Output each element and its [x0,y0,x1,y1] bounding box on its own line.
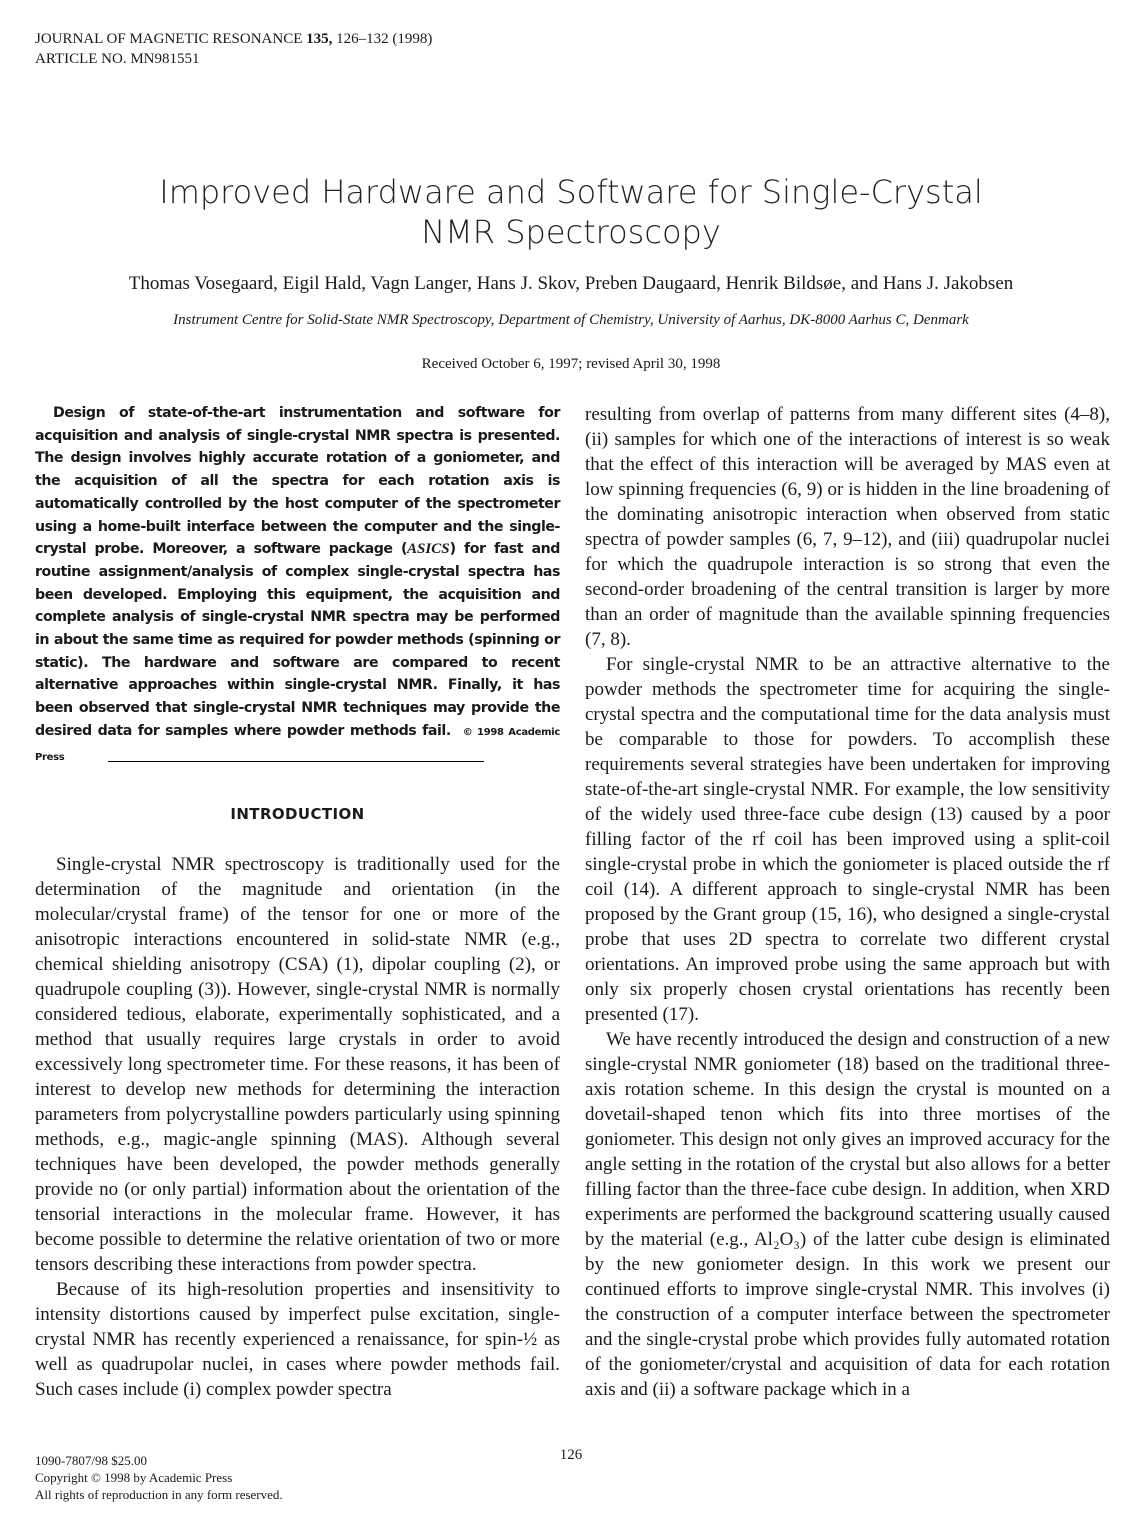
abstract [35,402,560,769]
intro-paragraph-2: Because of its high-resolution properties and insensitivity to intensity distortions caused by imperfect pulse excitation, single-crystal NMR has recently experienced a renaissance, for spin-½ as well as quadrupolar nuclei, in cases where powder methods fail. Such cases include (i) complex powder spectra [35,1279,560,1400]
journal-pages-year: 126–132 (1998) [336,31,433,47]
left-column-body [35,852,560,1402]
journal-volume: 135, [306,31,333,47]
article-number: MN981551 [130,51,200,67]
journal-header [35,29,432,69]
article-label: ARTICLE NO. [35,51,127,67]
intro-paragraph-continued: resulting from overlap of patterns from many different sites (4–8), (ii) samples for which one of the interactions of interest is so weak that the effect of this interaction will be averaged by MAS even at low spinning frequencies (6, 9) or is hidden in the line broadening of the dominating anisotropic interaction when observed from static spectra of powder samples (6, 7, 9–12), and (iii) quadrupolar nuclei for which the quadrupole interaction is so strong that even the second-order broadening of the central transition is larger by more than an order of magnitude than the available spinning frequencies (7, 8). [585,404,1110,650]
title-line-1: Improved Hardware and Software for Single-Crystal [159,173,983,211]
footer-price: 1090-7807/98 $25.00 [35,1453,147,1468]
footer-copyright-block [35,1452,283,1503]
right-column-body [585,402,1110,1402]
abstract-text-part-1: Design of state-of-the-art instrumentation and software for acquisition and analysis of single-crystal NMR spectra is presented. The design involves highly accurate rotation of a goniometer, and the acquisition of all the spectra for each rotation axis is automatically controlled by the host computer of the spectrometer using a home-built interface between the computer and the single-crystal probe. Moreover, a software package ( [35,405,560,558]
section-heading-introduction: INTRODUCTION [230,805,365,823]
footer-rights: All rights of reproduction in any form reserved. [35,1487,283,1502]
journal-name: JOURNAL OF MAGNETIC RESONANCE [35,31,303,47]
paper-title [0,172,1142,252]
abstract-text-part-2: ) for fast and routine assignment/analysis of complex single-crystal spectra has been developed. Employing this equipment, the acquisition and complete analysis of single-crystal NMR spectra may be performed in about the same time as required for powder methods (spinning or static). The hardware and software are compared to recent alternative approaches within single-crystal NMR. Finally, it has been observed that single-crystal NMR techniques may provide the desired data for samples where powder methods fail. [35,541,560,739]
page-number: 126 [559,1447,583,1463]
intro-paragraph-4: We have recently introduced the design and construction of a new single-crystal NMR goniometer (18) based on the traditional three-axis rotation scheme. In this design the crystal is mounted on a dovetail-shaped tenon which fits into three mortises of the goniometer. This design not only gives an improved accuracy for the angle setting in the rotation of the crystal but also allows for a better filling factor than the three-face cube design. In addition, when XRD experiments are performed the background scattering usually caused by the material (e.g., Al₂O₃) of the latter cube design is eliminated by the new goniometer design. In this work we present our continued efforts to improve single-crystal NMR. This involves (i) the construction of a computer interface between the spectrometer and the single-crystal probe which provides fully automated rotation of the goniometer/crystal and acquisition of data for each rotation axis and (ii) a software package which in a [585,1029,1110,1400]
abstract-divider [108,761,484,762]
article-number-line [35,49,432,69]
title-line-2: NMR Spectroscopy [421,213,721,251]
journal-citation-line [35,29,432,49]
received-dates: Received October 6, 1997; revised April 30, 1998 [421,356,721,372]
affiliation: Instrument Centre for Solid-State NMR Spectroscopy, Department of Chemistry, University of Aarhus, DK-8000 Aarhus C, Denmark [173,312,969,328]
author-list: Thomas Vosegaard, Eigil Hald, Vagn Langer, Hans J. Skov, Preben Daugaard, Henrik Bildsøe, and Hans J. Jakobsen [128,273,1014,294]
intro-paragraph-1: Single-crystal NMR spectroscopy is traditionally used for the determination of the magnitude and orientation (in the molecular/crystal frame) of the tensor for one or more of the anisotropic interactions encountered in solid-state NMR (e.g., chemical shielding anisotropy (CSA) (1), dipolar coupling (2), or quadrupole coupling (3)). However, single-crystal NMR is normally considered tedious, elaborate, experimentally sophisticated, and a method that usually requires large crystals in order to avoid excessively long spectrometer time. For these reasons, it has been of interest to develop new methods for determining the interaction parameters from polycrystalline powders particularly using spinning methods, e.g., magic-angle spinning (MAS). Although several techniques have been developed, the powder methods generally provide no (or only partial) information about the orientation of the tensorial interactions in the molecular frame. However, it has become possible to determine the relative orientation of two or more tensors describing these interactions from powder spectra. [35,854,560,1275]
intro-paragraph-3: For single-crystal NMR to be an attractive alternative to the powder methods the spectrometer time for acquiring the single-crystal spectra and the computational time for the data analysis must be comparable to those for powders. To accomplish these requirements several strategies have been undertaken for improving state-of-the-art single-crystal NMR. For example, the low sensitivity of the widely used three-face cube design (13) caused by a poor filling factor of the rf coil has been improved using a split-coil single-crystal probe in which the goniometer is placed outside the rf coil (14). A different approach to single-crystal NMR has been proposed by the Grant group (15, 16), who designed a single-crystal probe that uses 2D spectra to correlate two different crystal orientations. An improved probe using the same approach but with only six properly chosen crystal orientations has recently been presented (17). [585,654,1110,1025]
abstract-copyright: © 1998 Academic Press [35,726,560,763]
footer-copyright: Copyright © 1998 by Academic Press [35,1470,233,1485]
abstract-software-name: ASICS [407,541,450,558]
